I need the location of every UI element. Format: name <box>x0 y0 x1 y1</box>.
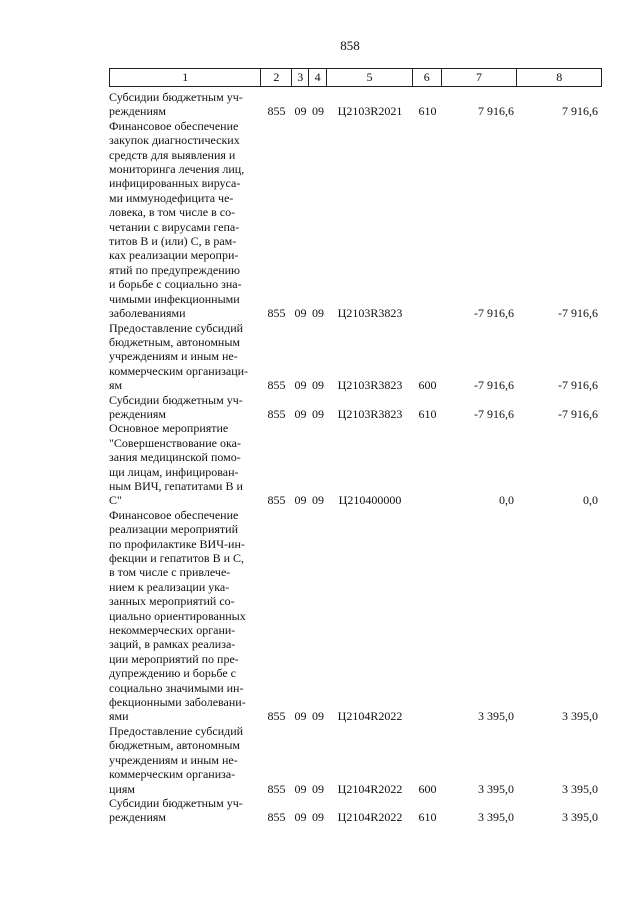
page-number: 858 <box>340 38 360 53</box>
header-col-5: 5 <box>327 69 413 86</box>
row-section-code: 09 <box>294 810 307 825</box>
row-target-code: Ц2103R3823 <box>337 378 403 393</box>
row-target-code: Ц2104R2022 <box>337 810 403 825</box>
table-row <box>109 421 602 507</box>
row-sum-col-8: -7 916,6 <box>558 378 598 393</box>
row-subsection-code: 09 <box>312 810 324 825</box>
row-target-code: Ц2103R2021 <box>337 104 403 119</box>
row-sum-col-8: 0,0 <box>583 493 598 508</box>
row-section-code: 09 <box>294 493 307 508</box>
row-subsection-code: 09 <box>312 378 324 393</box>
header-col-3: 3 <box>292 69 309 86</box>
table-row <box>109 508 602 724</box>
row-expense-type: 610 <box>418 406 437 421</box>
header-col-4: 4 <box>309 69 327 86</box>
row-admin-code: 855 <box>267 378 286 393</box>
row-admin-code: 855 <box>267 306 286 321</box>
row-expense-type: 600 <box>418 781 437 796</box>
row-admin-code: 855 <box>267 709 286 724</box>
row-sum-col-8: 7 916,6 <box>562 104 598 119</box>
table-row <box>109 119 602 321</box>
row-sum-col-8: 3 395,0 <box>562 709 598 724</box>
table-row <box>109 796 602 825</box>
row-sum-col-8: -7 916,6 <box>558 306 598 321</box>
row-target-code: Ц2103R3823 <box>337 306 403 321</box>
row-section-code: 09 <box>294 104 307 119</box>
row-admin-code: 855 <box>267 781 286 796</box>
row-target-code: Ц210400000 <box>338 493 402 508</box>
row-description: Субсидии бюджетным уч- реждениям <box>109 392 243 421</box>
table-row <box>109 724 602 796</box>
table-body <box>109 90 602 825</box>
row-subsection-code: 09 <box>312 104 324 119</box>
header-col-2: 2 <box>261 69 292 86</box>
row-expense-type: 600 <box>418 378 437 393</box>
row-subsection-code: 09 <box>312 709 324 724</box>
row-description: Финансовое обеспечение закупок диагностических средств для выявления и мониторинга лечения лиц, инфицированных вируса- ми иммунодефицита че- ловека, в том числе в со- четании с вирусами гепа- титов В и (или) С, в рам- ках реализации меропри- ятий по предупреждению и борьбе с социально зна- чимыми инфекционными заболеваниями <box>109 118 245 321</box>
row-sum-col-7: 3 395,0 <box>478 709 514 724</box>
row-section-code: 09 <box>294 378 307 393</box>
row-sum-col-8: 3 395,0 <box>562 810 598 825</box>
table-row <box>109 90 602 119</box>
row-admin-code: 855 <box>267 104 286 119</box>
row-description: Основное мероприятие "Совершенствование ока- зания медицинской помо- щи лицам, инфицирован- ным ВИЧ, гепатитами В и С" <box>109 421 243 508</box>
row-admin-code: 855 <box>267 493 286 508</box>
row-subsection-code: 09 <box>312 781 324 796</box>
row-target-code: Ц2104R2022 <box>337 709 403 724</box>
row-sum-col-8: 3 395,0 <box>562 781 598 796</box>
header-col-1: 1 <box>110 69 261 86</box>
row-sum-col-7: 3 395,0 <box>478 810 514 825</box>
row-description: Финансовое обеспечение реализации мероприятий по профилактике ВИЧ-ин- фекции и гепатитов В и С, в том числе с привлече- нием к реализации ука- занных мероприятий со- циально ориентированных некоммерческих органи- заций, в рамках реализа- ции мероприятий по пре- дупреждению и борьбе с социально значимыми ин- фекционными заболевани- ями <box>109 507 246 724</box>
row-target-code: Ц2103R3823 <box>337 406 403 421</box>
row-subsection-code: 09 <box>312 493 324 508</box>
row-description: Субсидии бюджетным уч- реждениям <box>109 795 243 825</box>
header-col-7: 7 <box>442 69 518 86</box>
row-description: Субсидии бюджетным уч- реждениям <box>109 90 243 119</box>
row-description: Предоставление субсидий бюджетным, автономным учреждениям и иным не- коммерческим организа- циям <box>109 723 244 796</box>
row-target-code: Ц2104R2022 <box>337 781 403 796</box>
row-sum-col-7: -7 916,6 <box>474 306 514 321</box>
row-expense-type: 610 <box>418 810 437 825</box>
budget-table <box>109 68 602 825</box>
row-section-code: 09 <box>294 781 307 796</box>
row-admin-code: 855 <box>267 810 286 825</box>
table-header-row <box>109 68 602 87</box>
row-sum-col-7: -7 916,6 <box>474 406 514 421</box>
header-col-6: 6 <box>413 69 442 86</box>
row-expense-type: 610 <box>418 104 437 119</box>
row-section-code: 09 <box>294 709 307 724</box>
row-sum-col-7: 3 395,0 <box>478 781 514 796</box>
row-subsection-code: 09 <box>312 306 324 321</box>
row-sum-col-7: 0,0 <box>499 493 514 508</box>
row-subsection-code: 09 <box>312 406 324 421</box>
row-sum-col-7: -7 916,6 <box>474 378 514 393</box>
row-admin-code: 855 <box>267 406 286 421</box>
table-row <box>109 321 602 393</box>
row-section-code: 09 <box>294 406 307 421</box>
row-description: Предоставление субсидий бюджетным, автономным учреждениям и иным не- коммерческим организаци- ям <box>109 320 249 393</box>
row-sum-col-7: 7 916,6 <box>478 104 514 119</box>
table-row <box>109 393 602 422</box>
row-section-code: 09 <box>294 306 307 321</box>
header-col-8: 8 <box>556 70 563 84</box>
row-sum-col-8: -7 916,6 <box>558 406 598 421</box>
